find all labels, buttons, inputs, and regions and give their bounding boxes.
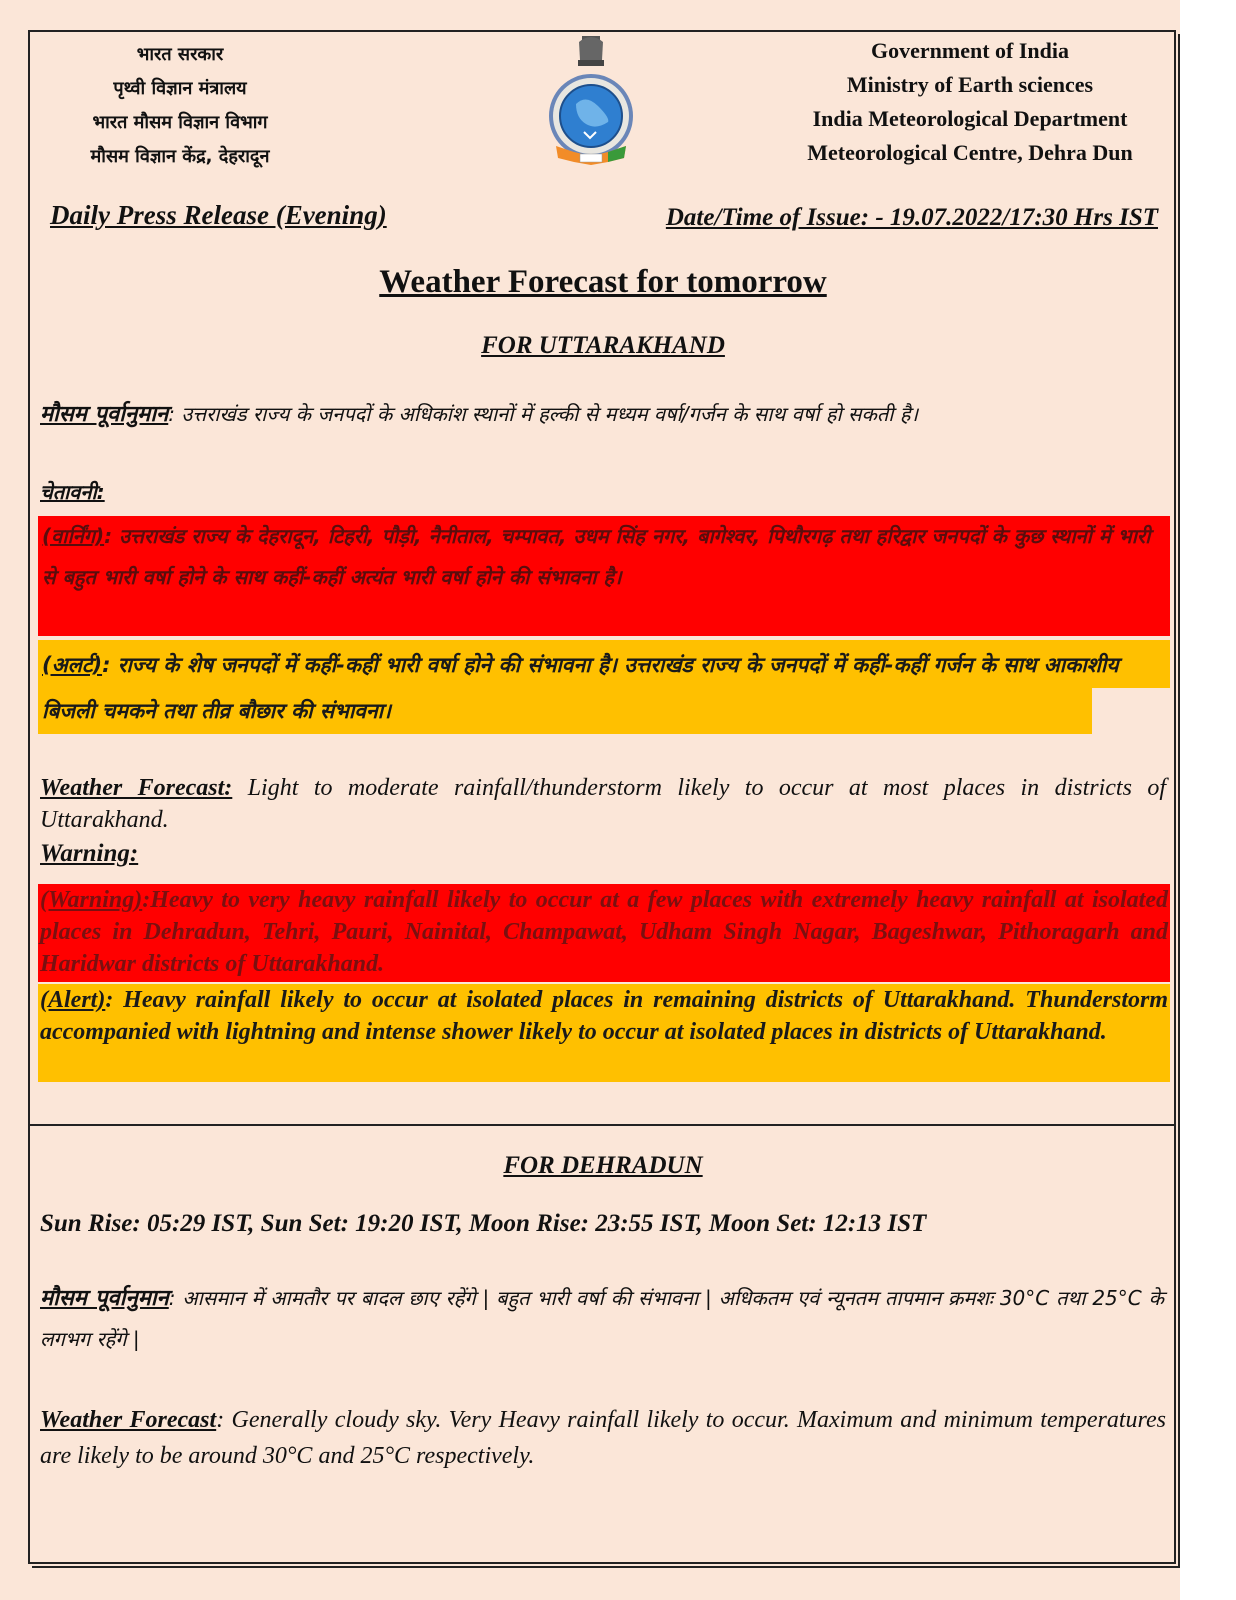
press-release-frame [28,30,1176,1564]
header-english-line: Meteorological Centre, Dehra Dun [807,140,1133,165]
uttarakhand-heading [30,332,1176,360]
header-hindi-line: भारत सरकार [136,44,224,65]
sun-moon-timings: Sun Rise: 05:29 IST, Sun Set: 19:20 IST, Moon Rise: 23:55 IST, Moon Set: 12:13 IST [40,1210,927,1237]
header-hindi [50,38,310,174]
alert-hindi-text: : राज्य के शेष जनपदों में कहीं-कहीं भारी वर्षा होने की संभावना है। उत्तराखंड राज्य के जनपदों में कहीं-कहीं गर्जन के साथ आकाशीय बिजली चमकने तथा तीव्र बौछार की संभावना। [42,653,1119,723]
warning-hindi-box [38,516,1170,636]
forecast-english-text: Light to moderate rainfall/thunderstorm likely to occur at most places in districts of Uttarakhand. [40,775,1166,833]
forecast-english-label: Weather Forecast: [40,775,233,801]
forecast-hindi-label: मौसम पूर्वानुमान [40,402,169,427]
header-hindi-line: पृथ्वी विज्ञान मंत्रालय [113,78,247,99]
header-hindi-line: भारत मौसम विज्ञान विभाग [92,112,268,133]
alert-hindi [42,642,1152,734]
dehradun-heading-text: FOR DEHRADUN [503,1152,703,1179]
header-english-line: Government of India [871,38,1069,63]
dehradun-forecast-english-text: : Generally cloudy sky. Very Heavy rainfall likely to occur. Maximum and minimum temperatures are likely to be around 30°C and 25°C respectively. [40,1407,1166,1469]
alert-english-box [38,984,1170,1082]
dehradun-heading [30,1152,1176,1180]
warning-english-tag: (Warning) [40,887,143,913]
issue-datetime: Date/Time of Issue: - 19.07.2022/17:30 Hrs IST [665,204,1158,231]
warning-english-box [38,884,1170,982]
warning-english-text: :Heavy to very heavy rainfall likely to occur at a few places with extremely heavy rainfall at isolated places in Dehradun, Tehri, Pauri, Nainital, Champawat, Udham Singh Nagar, Bageshwar, Pithoragarh and Haridwar districts of Uttarakhand. [40,887,1168,977]
warning-english-label: Warning: [40,840,139,867]
section-divider [30,1124,1176,1126]
header-english-line: India Meteorological Department [812,106,1128,131]
release-title: Daily Press Release (Evening) [50,200,387,230]
alert-hindi-tag: (अलर्ट) [42,653,103,677]
dehradun-forecast-hindi-label: मौसम पूर्वानुमान [40,1286,169,1311]
page-title-text: Weather Forecast for tomorrow [379,264,827,300]
uttarakhand-forecast-english [40,772,1166,836]
page-title [30,264,1176,301]
header-english [770,34,1170,170]
warning-hindi-tag: (वार्निंग) [42,524,105,548]
dehradun-forecast-english [40,1402,1166,1474]
dehradun-forecast-hindi-text: : आसमान में आमतौर पर बादल छाए रहेंगे | बहुत भारी वर्षा की संभावना | अधिकतम एवं न्यूनतम तापमान क्रमशः 30°C तथा 25°C के लगभग रहेंगे | [40,1286,1164,1351]
forecast-hindi-text: : उत्तराखंड राज्य के जनपदों के अधिकांश स्थानों में हल्की से मध्यम वर्षा/गर्जन के साथ वर्षा हो सकती है। [168,402,919,426]
header-hindi-line: मौसम विज्ञान केंद्र, देहरादून [90,146,270,167]
page-margin [1180,0,1236,1600]
warning-hindi-text: : उत्तराखंड राज्य के देहरादून, टिहरी, पौड़ी, नैनीताल, चम्पावत, उधम सिंह नगर, बागेश्वर, पिथौरगढ़ तथा हरिद्वार जनपदों के कुछ स्थानों में भारी से बहुत भारी वर्षा होने के साथ कहीं-कहीं अत्यंत भारी वर्षा होने की संभावना है। [42,524,1151,589]
dehradun-forecast-english-label: Weather Forecast [40,1407,217,1433]
header-english-line: Ministry of Earth sciences [846,72,1094,97]
alert-english-tag: (Alert) [40,987,106,1013]
uttarakhand-heading-text: FOR UTTARAKHAND [481,332,725,359]
uttarakhand-forecast-hindi [40,394,1164,435]
warning-hindi-label: चेतावनी: [40,480,105,504]
dehradun-forecast-hindi [40,1278,1164,1359]
alert-english-text: : Heavy rainfall likely to occur at isolated places in remaining districts of Uttarakhand. Thunderstorm accompanied with lightning and intense shower likely to occur at isolated places in districts of Uttarakhand. [40,987,1168,1045]
imd-emblem-icon [546,34,636,166]
